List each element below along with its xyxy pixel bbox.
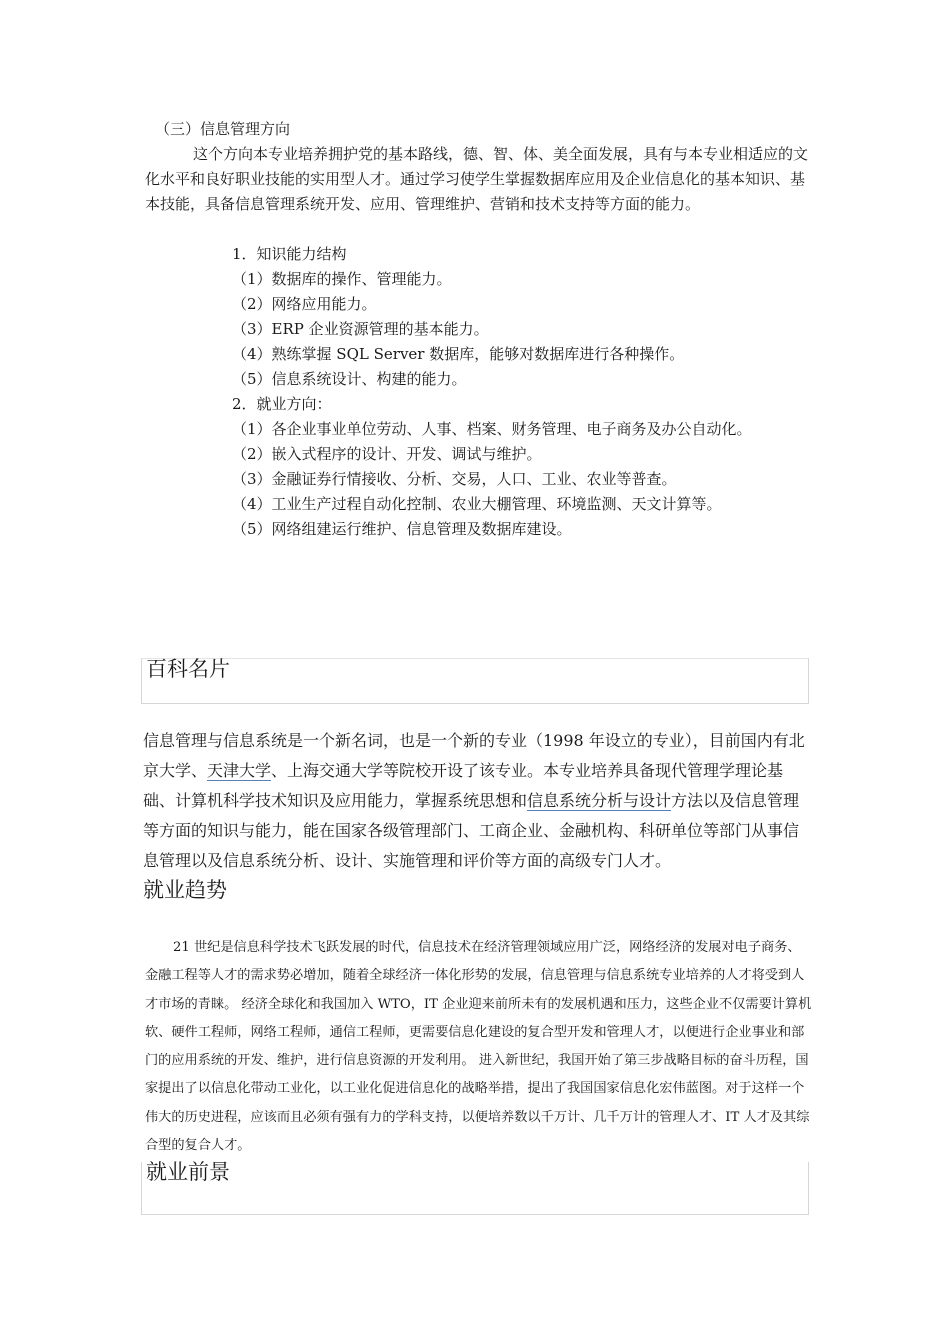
list-item: （4）熟练掌握 SQL Server 数据库，能够对数据库进行各种操作。 [232, 345, 685, 363]
baike-card-paragraph [143, 726, 813, 876]
list-item: （3）ERP 企业资源管理的基本能力。 [232, 320, 489, 338]
list-item: （3）金融证券行情接收、分析、交易，人口、工业、农业等普查。 [232, 470, 677, 488]
trend-text: 21 世纪是信息科学技术飞跃发展的时代，信息技术在经济管理领域应用广泛，网络经济的发展对电子商务、金融工程等人才的需求势必增加，随着全球经济一体化形势的发展，信息管理与信息系统专业培养的人才将受到人才市场的青睐。 经济全球化和我国加入 WTO，IT 企业迎来前所未有的发展机遇和压力，这些企业不仅需要计算机软、硬件工程师，网络工程师，通信工程师，更需要信息化建设的复合型开发和管理人才，以便进行企业事业和部门的应用系统的开发、维护，进行信息资源的开发利用。 进入新世纪，我国开始了第三步战略目标的奋斗历程，国家提出了以信息化带动工业化，以工业化促进信息化的战略举措，提出了我国国家信息化宏伟蓝图。对于这样一个伟大的历史进程，应该而且必须有强有力的学科支持，以便培养数以千万计、几千万计的管理人才、IT 人才及其综合型的复合人才。 [145, 940, 812, 1154]
section-heading-info-management: （三）信息管理方向 [155, 120, 291, 138]
employment-prospect-box [141, 1162, 809, 1215]
list-item: （4）工业生产过程自动化控制、农业大棚管理、环境监测、天文计算等。 [232, 495, 722, 513]
intro-text: 这个方向本专业培养拥护党的基本路线，德、智、体、美全面发展，具有与本专业相适应的文化水平和良好职业技能的实用型人才。通过学习使学生掌握数据库应用及企业信息化的基本知识、基本技能，具备信息管理系统开发、应用、管理维护、营销和技术支持等方面的能力。 [145, 145, 809, 213]
text-part: 方法以及信息管理等方面的知识与能力，能在国家各级管理部门、工商企业、金融机构、科研单位等部门从事信息管理以及信息系统分析、设计、实施管理和评价等方面的高级专门人才。 [143, 791, 800, 870]
text-part: 信息管理与信息系统是一个新名词，也是一个新的专业（1998 年设立的专业），目前国内有北京大学、 [143, 731, 805, 780]
list-item: （1）各企业事业单位劳动、人事、档案、财务管理、电子商务及办公自动化。 [232, 420, 752, 438]
ability-list [232, 242, 752, 542]
employment-prospect-heading: 就业前景 [146, 1160, 230, 1184]
section-intro-paragraph [145, 142, 815, 217]
employment-trend-heading: 就业趋势 [143, 878, 227, 902]
baike-card-box [141, 658, 809, 704]
list-item: （1）数据库的操作、管理能力。 [232, 270, 452, 288]
list-item: 1．知识能力结构 [232, 245, 347, 263]
list-item: 2．就业方向： [232, 395, 332, 413]
list-item: （2）嵌入式程序的设计、开发、调试与维护。 [232, 445, 542, 463]
link-info-system-analysis-design[interactable]: 信息系统分析与设计 [527, 791, 672, 810]
text-part: 、上海交通大学等院校开设了该专业。本专业培养具备现代管理学理论基础、计算机科学技术知识及应用能力，掌握系统思想和 [143, 761, 784, 810]
list-item: （2）网络应用能力。 [232, 295, 377, 313]
list-item: （5）信息系统设计、构建的能力。 [232, 370, 467, 388]
list-item: （5）网络组建运行维护、信息管理及数据库建设。 [232, 520, 572, 538]
baike-card-title: 百科名片 [146, 657, 230, 681]
employment-trend-paragraph [145, 934, 813, 1160]
link-tianjin-university[interactable]: 天津大学 [207, 761, 272, 780]
